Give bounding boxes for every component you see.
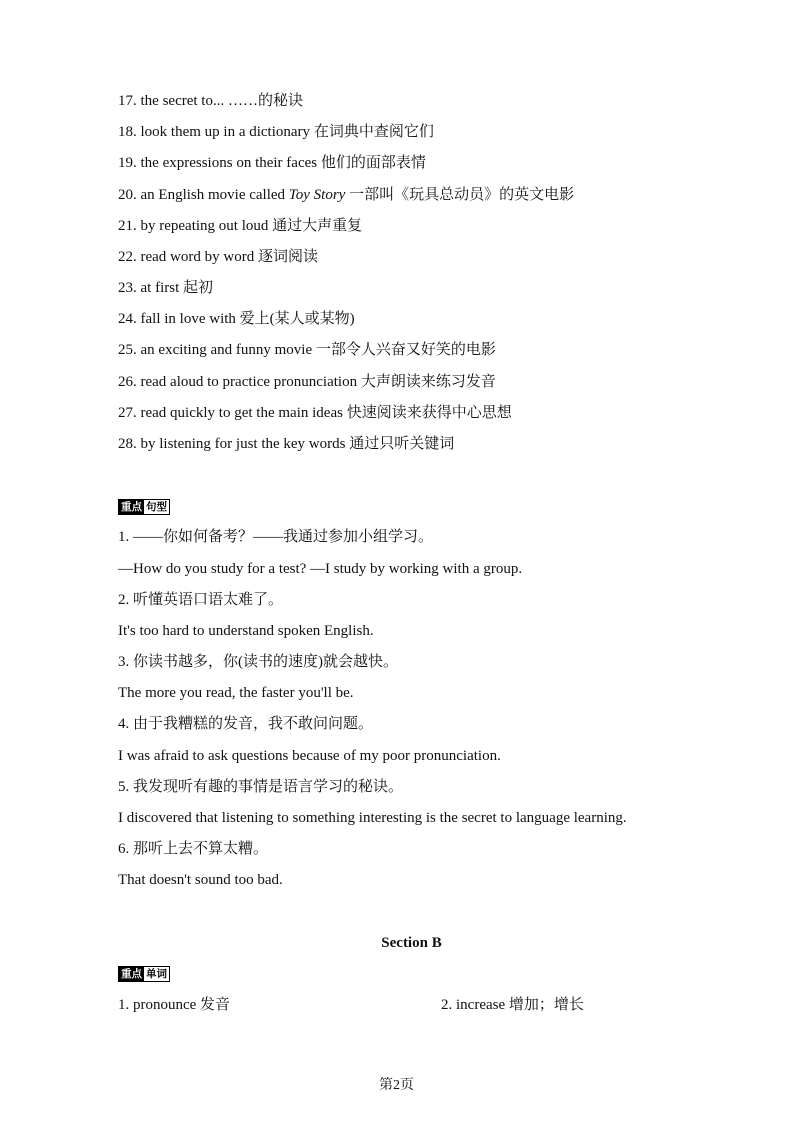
- phrase-number: 17.: [118, 93, 137, 109]
- phrase-chinese: 通过大声重复: [272, 218, 363, 234]
- phrase-chinese: 通过只听关键词: [349, 436, 455, 452]
- sentence-4-chinese: 4. 由于我糟糕的发音，我不敢问问题。: [118, 716, 374, 732]
- phrase-number: 18.: [118, 124, 137, 140]
- sentence-1-chinese: 1. ——你如何备考？——我通过参加小组学习。: [118, 529, 434, 545]
- sentence-3-chinese: 3. 你读书越多，你(读书的速度)就会越快。: [118, 654, 398, 670]
- phrase-26: [118, 372, 496, 392]
- phrase-chinese: 一部令人兴奋又好笑的电影: [315, 342, 496, 358]
- page-number: 第2页: [379, 1078, 414, 1093]
- phrase-22: [118, 247, 318, 267]
- sentence-3-english: The more you read, the faster you'll be.: [118, 685, 354, 701]
- phrase-english: read word by word: [140, 249, 255, 265]
- vocab-item-1: 1. pronounce 发音: [118, 997, 231, 1013]
- phrase-21: [118, 216, 362, 236]
- tag-light-part: 单词: [146, 968, 167, 980]
- phrase-25: [118, 340, 496, 360]
- phrase-english: an exciting and funny movie: [140, 342, 313, 358]
- phrase-english: look them up in a dictionary: [140, 124, 311, 140]
- phrase-number: 23.: [118, 280, 137, 296]
- phrase-chinese: 起初: [183, 280, 214, 296]
- phrase-number: 27.: [118, 405, 137, 421]
- tag-light-part: 句型: [146, 501, 167, 513]
- key-words-tag: [118, 966, 170, 982]
- phrase-english: by repeating out loud: [140, 218, 269, 234]
- phrase-english: at first: [140, 280, 180, 296]
- tag-dark-part: 重点: [121, 501, 142, 513]
- phrase-chinese: 在词典中查阅它们: [313, 124, 434, 140]
- phrase-english: an English movie called: [140, 187, 286, 203]
- sentence-6-chinese: 6. 那听上去不算太糟。: [118, 841, 269, 857]
- phrase-28: [118, 434, 454, 454]
- phrase-chinese: 快速阅读来获得中心思想: [346, 405, 512, 421]
- movie-title: Toy Story: [288, 187, 346, 203]
- phrase-number: 20.: [118, 187, 137, 203]
- sentence-5-chinese: 5. 我发现听有趣的事情是语言学习的秘诀。: [118, 779, 404, 795]
- sentence-4-english: I was afraid to ask questions because of my poor pronunciation.: [118, 748, 501, 764]
- phrase-20: [118, 185, 574, 205]
- phrase-24: [118, 309, 355, 329]
- phrase-19: [118, 153, 426, 173]
- tag-dark-part: 重点: [121, 968, 142, 980]
- phrase-number: 24.: [118, 311, 137, 327]
- phrase-number: 22.: [118, 249, 137, 265]
- phrase-chinese: 他们的面部表情: [320, 155, 426, 171]
- phrase-23: [118, 278, 213, 298]
- phrase-27: [118, 403, 512, 423]
- phrase-english: read quickly to get the main ideas: [140, 405, 343, 421]
- sentence-2-chinese: 2. 听懂英语口语太难了。: [118, 592, 284, 608]
- phrase-chinese: 一部叫《玩具总动员》的英文电影: [349, 187, 575, 203]
- phrase-18: [118, 122, 434, 142]
- phrase-english: the expressions on their faces: [140, 155, 318, 171]
- sentence-2-english: It's too hard to understand spoken English.: [118, 623, 374, 639]
- phrase-17: [118, 91, 303, 111]
- phrase-number: 28.: [118, 436, 137, 452]
- phrase-english: by listening for just the key words: [140, 436, 346, 452]
- sentence-6-english: That doesn't sound too bad.: [118, 872, 283, 888]
- vocab-item-2: 2. increase 增加；增长: [441, 997, 584, 1013]
- phrase-chinese: 爱上(某人或某物): [239, 311, 355, 327]
- phrase-number: 21.: [118, 218, 137, 234]
- sentence-1-english: —How do you study for a test? —I study by working with a group.: [118, 561, 523, 577]
- phrase-chinese: 大声朗读来练习发音: [360, 374, 496, 390]
- phrase-number: 19.: [118, 155, 137, 171]
- sentence-5-english: I discovered that listening to something interesting is the secret to language learning.: [118, 810, 627, 826]
- phrase-chinese: 逐词阅读: [257, 249, 318, 265]
- phrase-english: read aloud to practice pronunciation: [140, 374, 358, 390]
- phrase-chinese: 的秘诀: [257, 93, 303, 109]
- phrase-english: fall in love with: [140, 311, 236, 327]
- section-b-title: Section B: [381, 935, 442, 951]
- phrase-number: 26.: [118, 374, 137, 390]
- key-sentences-tag: [118, 499, 170, 515]
- phrase-number: 25.: [118, 342, 137, 358]
- phrase-english: the secret to... ……: [140, 93, 258, 109]
